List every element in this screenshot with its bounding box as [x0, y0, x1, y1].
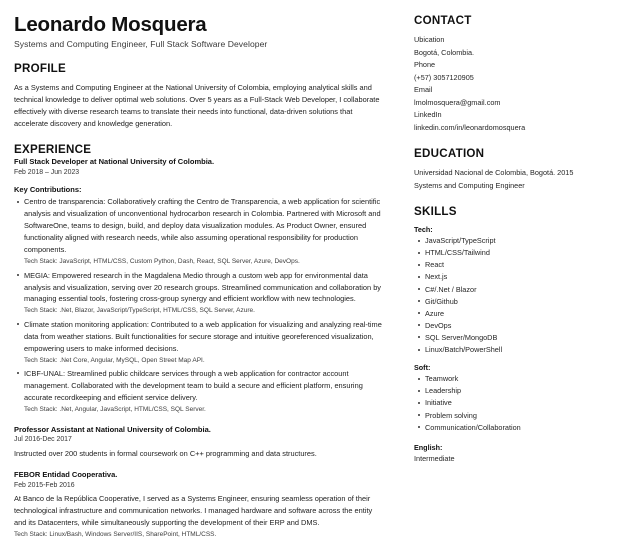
- contact-value-ubication: Bogotá, Colombia.: [414, 47, 475, 57]
- list-item: Linux/Batch/PowerShell: [414, 344, 626, 356]
- list-item: C#/.Net / Blazor: [414, 284, 626, 296]
- section-heading-skills: SKILLS: [414, 205, 457, 219]
- contact-label-email: Email: [414, 85, 433, 95]
- list-item: Git/Github: [414, 296, 626, 308]
- tech-stack-line: Tech Stack: Linux/Bash, Windows Server/IIS, SharePoint, HTML/CSS.: [14, 530, 217, 538]
- tech-stack-line: Tech Stack: .Net, Angular, JavaScript, HTML/CSS, SQL Server.: [24, 405, 206, 413]
- list-item: React: [414, 259, 626, 271]
- list-item: Azure: [414, 308, 626, 320]
- experience-entry: [14, 424, 386, 460]
- profile-text: As a Systems and Computing Engineer at the National University of Colombia, employing analytical skills and technical knowledge to deliver optimal web solutions. Over 5 years as a Full-Stack Web Developer, I collaborate effectively with diverse research teams to translate their needs into functional, data-driven solutions that accelerate discovery and knowledge generation.: [14, 83, 380, 129]
- education-entry: [414, 167, 626, 192]
- education-degree: Systems and Computing Engineer: [414, 180, 525, 190]
- contribution-text: Centro de transparencia: Collaboratively crafting the Centro de Transparencia, a web application for scientific analysis and visualization of unconventional hydrocarbon research in Colombia. Partnered with Microsoft and SoftwareOne, teams to design, build, and deploy data visualization modules. As Product Owner, ensured functionality aligned with research needs, while also assuming operational responsibility for production components.: [24, 197, 381, 255]
- list-item: HTML/CSS/Tailwind: [414, 247, 626, 259]
- contact-label-ubication: Ubication: [414, 35, 445, 44]
- candidate-name: Leonardo Mosquera: [14, 13, 207, 36]
- experience-entry: [14, 156, 386, 414]
- job-description: At Banco de la República Cooperative, I served as a Systems Engineer, ensuring seamless operation of their technological infrastructure and communication networks. I managed hardware and software across the entity and its Datacenters, while simultaneously supporting the development of their ERP and DMS.: [14, 494, 373, 528]
- contact-label-phone: Phone: [414, 60, 436, 70]
- tech-stack-line: Tech Stack: JavaScript, HTML/CSS, Custom Python, Dash, React, SQL Server, Azure, DevOps.: [24, 258, 300, 266]
- list-item: [14, 270, 386, 317]
- job-title: FEBOR Entidad Cooperativa.: [14, 469, 118, 479]
- list-item: JavaScript/TypeScript: [414, 235, 626, 247]
- skills-group-language: [414, 443, 626, 465]
- skills-group-soft: [414, 363, 626, 434]
- english-level: Intermediate: [414, 453, 455, 463]
- job-dates: Feb 2018 – Jun 2023: [14, 169, 80, 177]
- list-item: DevOps: [414, 320, 626, 332]
- soft-skill-list: [414, 373, 626, 434]
- contact-label-linkedin: LinkedIn: [414, 110, 442, 120]
- contribution-text: ICBF-UNAL: Streamlined public childcare services through a web application for contractor account management. Collaborated with the development team to build a secure and efficient platform, ensuring accurate recordkeeping and efficient service delivery.: [24, 368, 363, 402]
- job-dates: Jul 2016-Dec 2017: [14, 436, 72, 444]
- contact-value-linkedin[interactable]: linkedin.com/in/leonardomosquera: [414, 122, 526, 132]
- candidate-subtitle: Systems and Computing Engineer, Full Stack Software Developer: [14, 39, 268, 50]
- list-item: [14, 368, 386, 415]
- section-heading-contact: CONTACT: [414, 14, 472, 27]
- tech-stack-line: Tech Stack: .Net Core, Angular, MySQL, Open Street Map API.: [24, 356, 205, 364]
- list-item: Problem solving: [414, 410, 626, 422]
- list-item: [14, 319, 386, 366]
- contact-value-phone[interactable]: (+57) 3057120905: [414, 72, 474, 82]
- list-item: SQL Server/MongoDB: [414, 332, 626, 344]
- list-item: Initiative: [414, 397, 626, 409]
- education-institution: Universidad Nacional de Colombia, Bogotá. 2015: [414, 168, 574, 178]
- job-title: Full Stack Developer at National University of Colombia.: [14, 157, 215, 167]
- contribution-list: [14, 196, 386, 414]
- list-item: Teamwork: [414, 373, 626, 385]
- list-item: [14, 196, 386, 267]
- skills-label-english: English:: [414, 442, 443, 452]
- section-heading-profile: PROFILE: [14, 62, 66, 76]
- tech-skill-list: [414, 235, 626, 356]
- job-title: Professor Assistant at National University of Colombia.: [14, 424, 211, 434]
- list-item: Communication/Collaboration: [414, 422, 626, 434]
- list-item: Next.js: [414, 271, 626, 283]
- main-column: [14, 13, 400, 538]
- skills-label-tech: Tech:: [414, 225, 433, 235]
- contact-list: [414, 34, 626, 134]
- job-description: Instructed over 200 students in formal coursework on C++ programming and data structures.: [14, 449, 317, 459]
- contribution-text: MEGIA: Empowered research in the Magdalena Medio through a custom web app for environmental data analysis and visualization, serving over 20 research groups. Streamlined communication and collaboration by managing essential tools, fostering cross-group synergy and efficient workflow with new technologies.: [24, 270, 381, 304]
- contact-value-email[interactable]: lmolmosquera@gmail.com: [414, 97, 501, 107]
- contribution-text: Climate station monitoring application: Contributed to a web application for visualizing and analyzing real-time data from weather stations. Built functionalities for secure storage and intuitive georeferenced visualization, empowering users to make informed decisions.: [24, 319, 382, 353]
- job-dates: Feb 2015-Feb 2016: [14, 481, 75, 489]
- experience-entry: [14, 469, 386, 540]
- tech-stack-line: Tech Stack: .Net, Blazor, JavaScript/TypeScript, HTML/CSS, SQL Server, Azure.: [24, 307, 255, 315]
- sidebar-column: [400, 14, 626, 521]
- skills-label-soft: Soft:: [414, 363, 431, 373]
- section-heading-experience: EXPERIENCE: [14, 143, 92, 157]
- section-heading-education: EDUCATION: [414, 147, 485, 161]
- list-item: Leadership: [414, 385, 626, 397]
- skills-group-tech: [414, 225, 626, 356]
- key-contributions-label: Key Contributions:: [14, 184, 82, 194]
